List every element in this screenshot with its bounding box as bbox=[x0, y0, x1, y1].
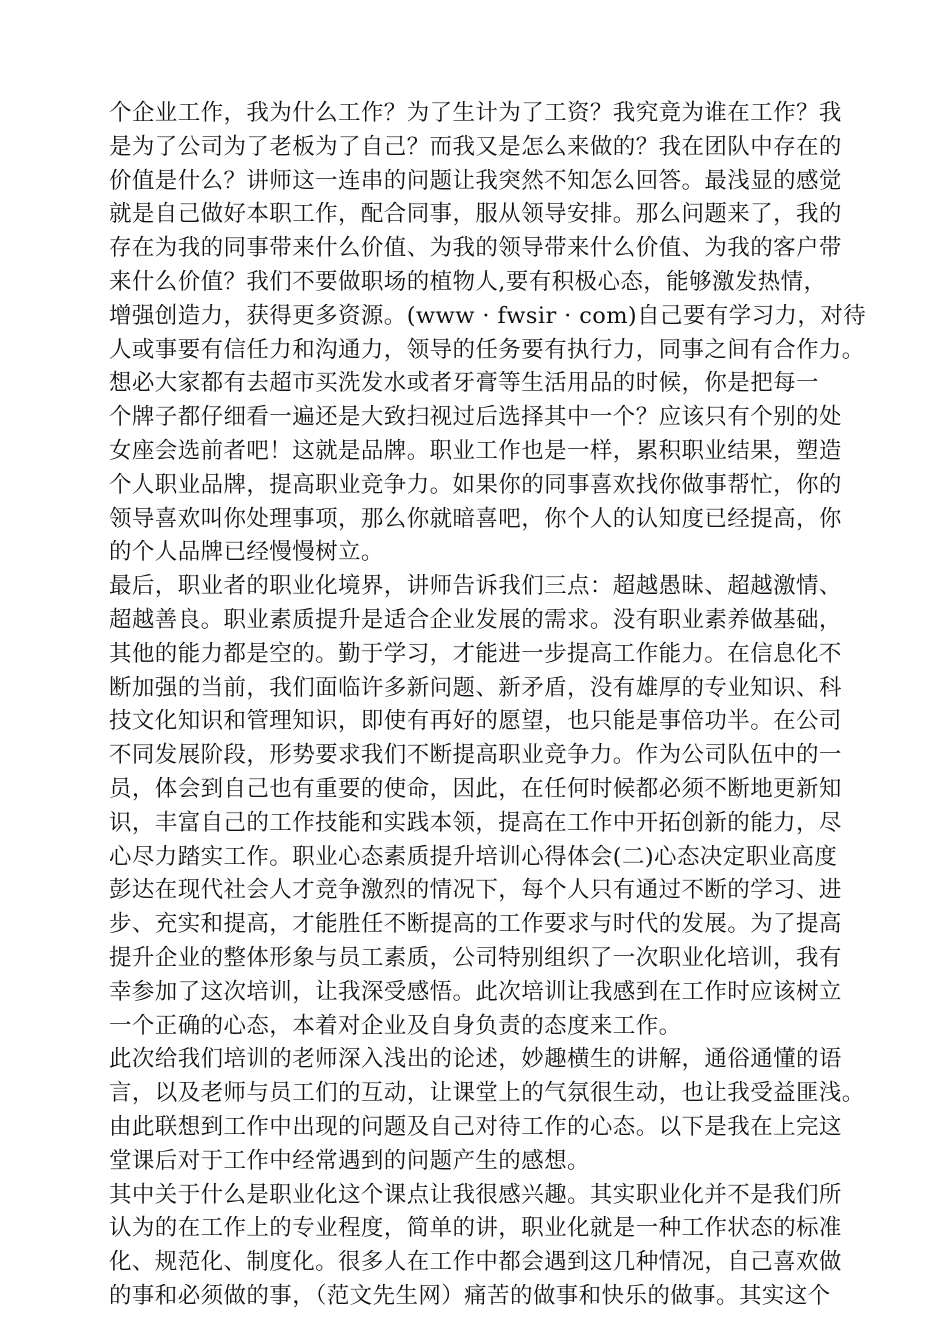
text-line: 幸参加了这次培训，让我深受感悟。此次培训让我感到在工作时应该树立 bbox=[109, 978, 842, 1005]
text-line: 心尽力踏实工作。职业心态素质提升培训心得体会(二)心态决定职业高度 bbox=[109, 843, 838, 870]
text-line: 存在为我的同事带来什么价值、为我的领导带来什么价值、为我的客户带 bbox=[109, 235, 842, 262]
text-line: 女座会选前者吧！这就是品牌。职业工作也是一样，累积职业结果，塑造 bbox=[109, 437, 842, 464]
text-line: 一个正确的心态，本着对企业及自身负责的态度来工作。 bbox=[109, 1012, 682, 1039]
text-line: 不同发展阶段，形势要求我们不断提高职业竞争力。作为公司队伍中的一 bbox=[109, 742, 842, 769]
text-line: 个牌子都仔细看一遍还是大致扫视过后选择其中一个？应该只有个别的处 bbox=[109, 404, 842, 431]
text-line: 由此联想到工作中出现的问题及自己对待工作的心态。以下是我在上完这 bbox=[109, 1113, 842, 1140]
text-line: 最后，职业者的职业化境界，讲师告诉我们三点：超越愚昧、超越激情、 bbox=[109, 573, 842, 600]
text-line: 超越善良。职业素质提升是适合企业发展的需求。没有职业素养做基础， bbox=[109, 606, 842, 633]
text-line: 想必大家都有去超市买洗发水或者牙膏等生活用品的时候，你是把每一 bbox=[109, 370, 819, 397]
text-line: 堂课后对于工作中经常遇到的问题产生的感想。 bbox=[109, 1147, 590, 1174]
text-line: 此次给我们培训的老师深入浅出的论述，妙趣横生的讲解，通俗通懂的语 bbox=[109, 1046, 842, 1073]
text-line: 识，丰富自己的工作技能和实践本领，提高在工作中开拓创新的能力，尽 bbox=[109, 809, 842, 836]
text-line: 就是自己做好本职工作，配合同事，服从领导安排。那么问题来了，我的 bbox=[109, 201, 842, 228]
text-line: 价值是什么？讲师这一连串的问题让我突然不知怎么回答。最浅显的感觉 bbox=[109, 167, 842, 194]
text-line: 领导喜欢叫你处理事项，那么你就暗喜吧，你个人的认知度已经提高，你 bbox=[109, 505, 842, 532]
body-text bbox=[109, 97, 879, 1314]
text-line: 个人职业品牌，提高职业竞争力。如果你的同事喜欢找你做事帮忙，你的 bbox=[109, 471, 842, 498]
text-line: 其他的能力都是空的。勤于学习，才能进一步提高工作能力。在信息化不 bbox=[109, 640, 842, 667]
text-line: 的个人品牌已经慢慢树立。 bbox=[109, 539, 384, 566]
text-line: 来什么价值？我们不要做职场的植物人,要有积极心态，能够激发热情， bbox=[109, 268, 827, 295]
text-line: 员，体会到自己也有重要的使命，因此，在任何时候都必须不断地更新知 bbox=[109, 775, 842, 802]
text-line: 断加强的当前，我们面临许多新问题、新矛盾，没有雄厚的专业知识、科 bbox=[109, 674, 842, 701]
text-line: 言，以及老师与员工们的互动，让课堂上的气氛很生动，也让我受益匪浅。 bbox=[109, 1080, 865, 1107]
text-line: 的事和必须做的事，（范文先生网）痛苦的做事和快乐的做事。其实这个 bbox=[109, 1282, 831, 1309]
text-line: 认为的在工作上的专业程度，简单的讲，职业化就是一种工作状态的标准 bbox=[109, 1215, 842, 1242]
text-line: 人或事要有信任力和沟通力，领导的任务要有执行力，同事之间有合作力。 bbox=[109, 336, 865, 363]
text-line: 是为了公司为了老板为了自己？而我又是怎么来做的？我在团队中存在的 bbox=[109, 133, 842, 160]
text-line: 其中关于什么是职业化这个课点让我很感兴趣。其实职业化并不是我们所 bbox=[109, 1181, 842, 1208]
text-line: 个企业工作，我为什么工作？为了生计为了工资？我究竟为谁在工作？我 bbox=[109, 100, 842, 126]
text-line: 增强创造力，获得更多资源。(www · fwsir · com)自己要有学习力，对待 bbox=[109, 302, 867, 329]
text-line: 提升企业的整体形象与员工素质，公司特别组织了一次职业化培训，我有 bbox=[109, 944, 842, 971]
text-line: 彭达在现代社会人才竞争激烈的情况下，每个人只有通过不断的学习、进 bbox=[109, 877, 842, 904]
text-line: 技文化知识和管理知识，即使有再好的愿望，也只能是事倍功半。在公司 bbox=[109, 708, 842, 735]
text-line: 化、规范化、制度化。很多人在工作中都会遇到这几种情况，自己喜欢做 bbox=[109, 1249, 842, 1276]
text-line: 步、充实和提高，才能胜任不断提高的工作要求与时代的发展。为了提高 bbox=[109, 911, 842, 938]
